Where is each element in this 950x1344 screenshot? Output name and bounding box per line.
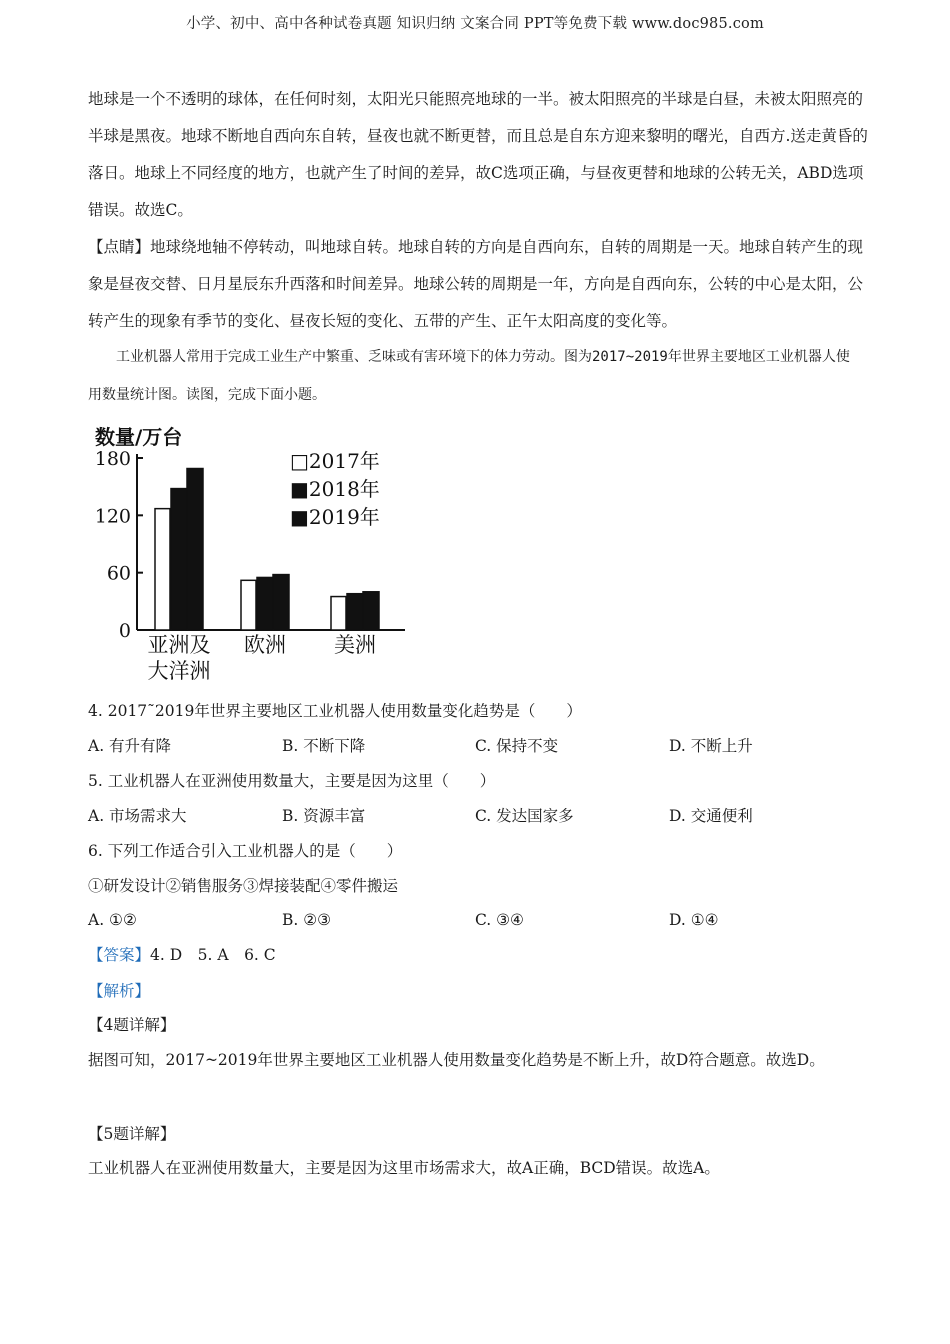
explanation-paragraph: 地球是一个不透明的球体，在任何时刻，太阳光只能照亮地球的一半。被太阳照亮的半球是白昼，未被太阳照亮的半球是黑夜。地球不断地自西向东自转，昼夜也就不断更替，而且总是自东方迎来黎明的曙光，自西方.送走黄昏的落日。地球上不同经度的地方，也就产生了时间的差异，故C选项正确，与昼夜更替和地球的公转无关，ABD选项错误。故选C。 xyxy=(88,90,868,219)
analysis-tag: 【解析】 xyxy=(88,982,151,1000)
y-tick-label: 180 xyxy=(94,448,131,470)
bar-1-2 xyxy=(273,575,289,630)
q5-option-c[interactable]: C. 发达国家多 xyxy=(475,807,574,825)
bar-0-2 xyxy=(187,469,203,630)
bar-1-1 xyxy=(257,577,273,630)
bar-1-0 xyxy=(241,580,256,630)
q5-option-b[interactable]: B. 资源丰富 xyxy=(282,807,366,825)
question-5: 5. 工业机器人在亚洲使用数量大，主要是因为这里（ ） xyxy=(88,772,496,790)
tip-tag: 【点睛】 xyxy=(88,238,151,256)
legend-entry: □2017年 xyxy=(290,449,380,473)
bar-2-2 xyxy=(363,592,379,630)
legend-entry: ■2018年 xyxy=(290,477,380,501)
q6-option-d[interactable]: D. ①④ xyxy=(669,911,719,929)
q6-option-b[interactable]: B. ②③ xyxy=(282,911,332,929)
q5-option-a[interactable]: A. 市场需求大 xyxy=(88,807,187,825)
question-4: 4. 2017˜2019年世界主要地区工业机器人使用数量变化趋势是（ ） xyxy=(88,702,582,720)
intro-paragraph: 工业机器人常用于完成工业生产中繁重、乏味或有害环境下的体力劳动。图为2017~2019年世界主要地区工业机器人使用数量统计图。读图，完成下面小题。 xyxy=(88,349,850,403)
y-axis-label: 数量/万台 xyxy=(95,425,183,449)
page-header: 小学、初中、高中各种试卷真题 知识归纳 文案合同 PPT等免费下载 www.doc985.com xyxy=(186,16,764,32)
q4-option-c[interactable]: C. 保持不变 xyxy=(475,737,559,755)
x-category-label: 欧洲 xyxy=(244,633,286,657)
y-tick-label: 60 xyxy=(106,562,131,585)
bar-0-1 xyxy=(171,489,187,630)
detail-5-tag: 【5题详解】 xyxy=(88,1125,176,1143)
question-6: 6. 下列工作适合引入工业机器人的是（ ） xyxy=(88,842,403,860)
q5-option-d[interactable]: D. 交通便利 xyxy=(669,807,753,825)
tip-paragraph xyxy=(88,229,868,340)
question-6-items: ①研发设计②销售服务③焊接装配④零件搬运 xyxy=(88,877,399,895)
q4-option-d[interactable]: D. 不断上升 xyxy=(669,737,753,755)
answer-text: 4. D 5. A 6. C xyxy=(150,946,276,964)
x-category-label: 亚洲及 xyxy=(147,633,211,657)
legend-entry: ■2019年 xyxy=(290,505,380,529)
q4-option-b[interactable]: B. 不断下降 xyxy=(282,737,366,755)
y-tick-label: 120 xyxy=(94,505,131,528)
answer-tag: 【答案】 xyxy=(88,946,151,964)
y-tick-label: 0 xyxy=(118,620,131,642)
answer-line xyxy=(88,943,276,967)
q6-option-a[interactable]: A. ①② xyxy=(88,911,137,929)
x-category-label: 大洋洲 xyxy=(147,659,211,683)
bar-2-1 xyxy=(347,594,363,630)
tip-text: 地球绕地轴不停转动，叫地球自转。地球自转的方向是自西向东，自转的周期是一天。地球自转产生的现象是昼夜交替、日月星辰东升西落和时间差异。地球公转的周期是一年，方向是自西向东，公转的中心是太阳，公转产生的现象有季节的变化、昼夜长短的变化、五带的产生、正午太阳高度的变化等。 xyxy=(88,238,864,330)
x-category-label: 美洲 xyxy=(334,633,376,657)
q6-option-c[interactable]: C. ③④ xyxy=(475,911,524,929)
robot-bar-chart xyxy=(85,420,415,690)
bar-0-0 xyxy=(155,509,170,630)
bar-2-0 xyxy=(331,597,346,630)
detail-5-text: 工业机器人在亚洲使用数量大，主要是因为这里市场需求大，故A正确，BCD错误。故选A。 xyxy=(88,1159,720,1177)
q4-option-a[interactable]: A. 有升有降 xyxy=(88,737,172,755)
detail-4-text: 据图可知，2017~2019年世界主要地区工业机器人使用数量变化趋势是不断上升，故D符合题意。故选D。 xyxy=(88,1051,825,1069)
detail-4-tag: 【4题详解】 xyxy=(88,1016,176,1034)
